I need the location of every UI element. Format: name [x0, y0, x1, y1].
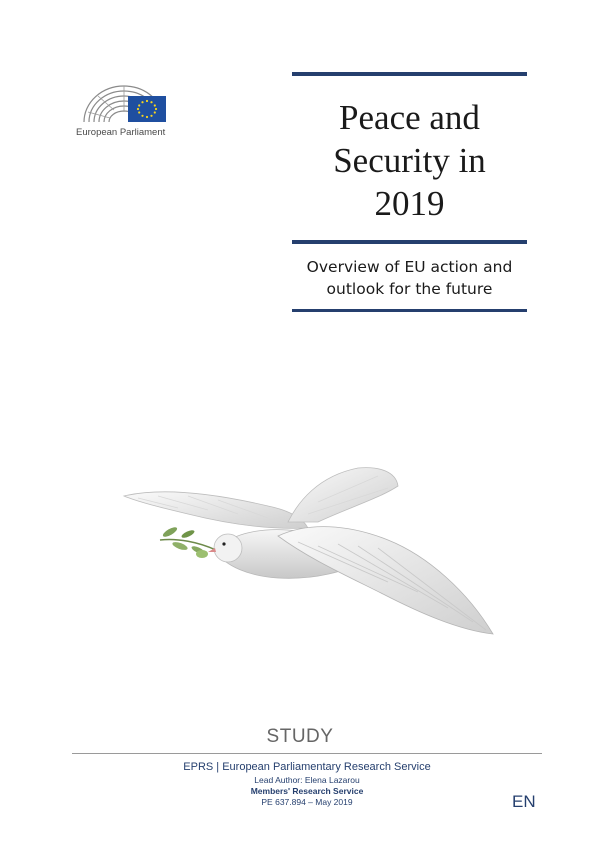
olive-branch-icon — [160, 525, 216, 558]
title-line: 2019 — [374, 184, 445, 223]
european-parliament-logo — [76, 74, 176, 140]
title-middle-rule — [292, 240, 527, 244]
title-top-rule — [292, 72, 527, 76]
language-code: EN — [512, 792, 536, 811]
document-title — [292, 96, 527, 225]
subtitle-line: Overview of EU action and — [306, 258, 513, 276]
members-research-service: Members' Research Service — [250, 786, 364, 796]
footer-info — [72, 760, 542, 808]
logo-text: European Parliament — [76, 127, 166, 138]
document-type-label: STUDY — [266, 726, 334, 747]
document-reference: PE 637.894 – May 2019 — [261, 797, 353, 807]
eprs-line: EPRS | European Parliamentary Research Service — [183, 761, 431, 773]
lead-author: Lead Author: Elena Lazarou — [254, 775, 360, 785]
footer-rule — [72, 753, 542, 754]
title-bottom-rule — [292, 309, 527, 312]
hemicycle-icon — [76, 74, 176, 126]
title-line: Peace and — [339, 98, 480, 137]
dove-with-olive-branch-image — [118, 462, 498, 652]
subtitle-line: outlook for the future — [326, 280, 493, 298]
title-line: Security in — [333, 141, 486, 180]
document-subtitle — [292, 256, 527, 300]
